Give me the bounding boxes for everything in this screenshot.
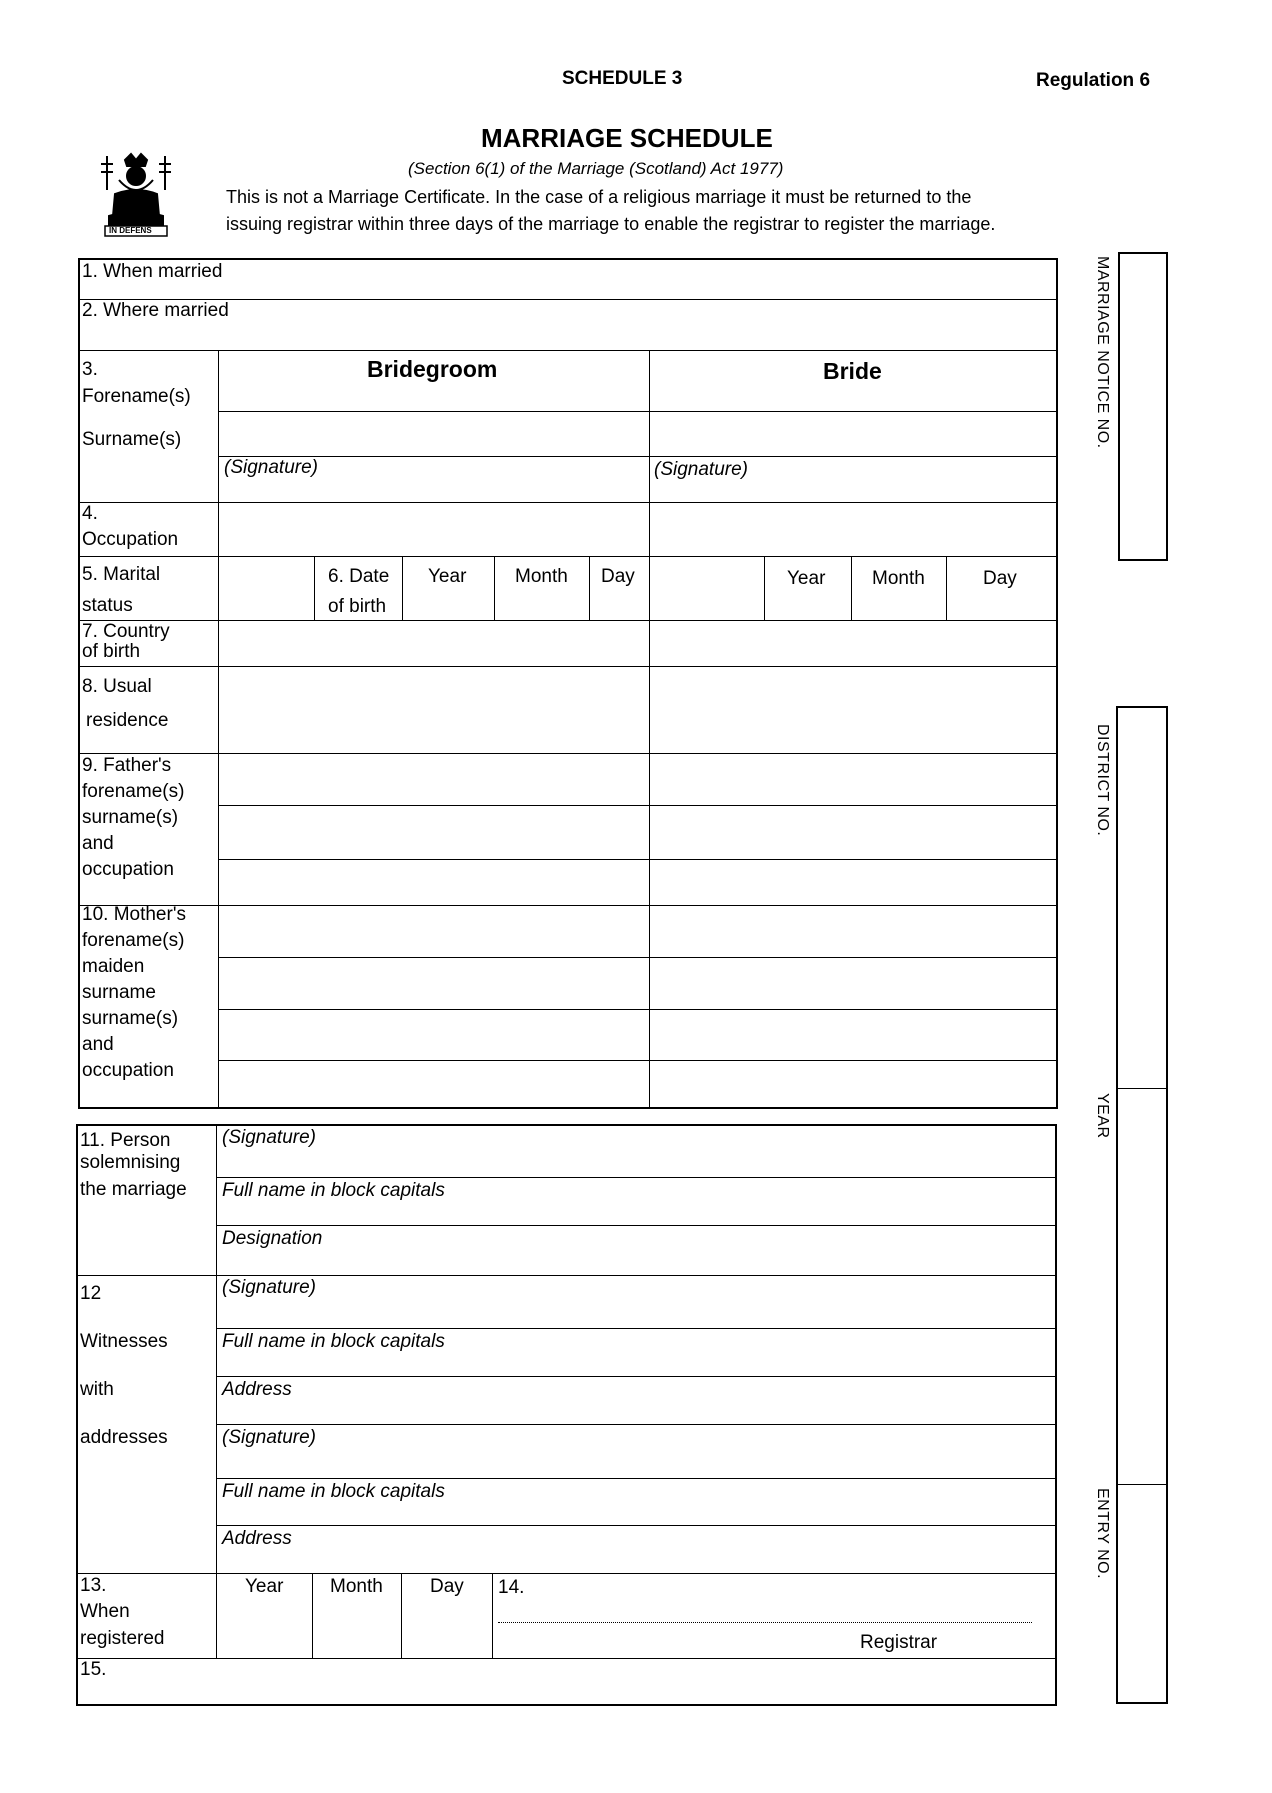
label-person-solemnising-1: 11. Person <box>80 1130 171 1151</box>
registered-year-field[interactable] <box>218 1598 311 1656</box>
q15-field[interactable] <box>78 1682 1055 1704</box>
divider <box>78 620 1058 621</box>
divider <box>1116 1088 1168 1089</box>
divider <box>312 1573 313 1658</box>
divider <box>78 666 1058 667</box>
witness2-fullname-label: Full name in block capitals <box>222 1481 445 1502</box>
label-date-of-birth-1: 6. Date <box>328 566 390 587</box>
witness2-fullname-field[interactable] <box>218 1480 1055 1524</box>
divider <box>78 905 1058 906</box>
bridegroom-mother-field[interactable] <box>220 907 648 1107</box>
divider <box>76 1275 1057 1276</box>
bride-occupation-field[interactable] <box>651 504 1056 555</box>
act-reference: (Section 6(1) of the Marriage (Scotland) Act 1977) <box>408 159 784 178</box>
divider <box>216 1124 217 1658</box>
label-when-registered-3: registered <box>80 1628 165 1649</box>
bridegroom-occupation-field[interactable] <box>220 504 648 555</box>
witness1-address-label: Address <box>222 1379 292 1400</box>
label-country-of-birth-1: 7. Country <box>82 621 170 642</box>
entry-no-field[interactable] <box>1118 1486 1166 1702</box>
label-when-registered-1: 13. <box>80 1575 107 1596</box>
registrar-signature-line[interactable] <box>498 1622 1032 1623</box>
witness1-signature-field[interactable] <box>218 1277 1055 1327</box>
label-district-no: DISTRICT NO. <box>1094 724 1111 837</box>
label-father-3: surname(s) <box>82 807 179 828</box>
divider <box>218 411 1058 412</box>
divider <box>216 1225 1057 1226</box>
divider <box>314 556 315 620</box>
divider <box>946 556 947 620</box>
registered-month-field[interactable] <box>314 1598 400 1656</box>
divider <box>216 1424 1057 1425</box>
divider <box>218 350 219 1109</box>
bridegroom-surname-field[interactable] <box>220 413 648 455</box>
bride-mother-field[interactable] <box>651 907 1056 1107</box>
divider <box>78 753 1058 754</box>
registered-day-label: Day <box>430 1576 464 1597</box>
divider <box>216 1525 1057 1526</box>
label-q15-number: 15. <box>80 1659 107 1680</box>
divider <box>216 1177 1057 1178</box>
label-when-married: 1. When married <box>82 261 223 282</box>
witness1-fullname-label: Full name in block capitals <box>222 1331 445 1352</box>
bridegroom-year-label: Year <box>428 566 467 587</box>
divider <box>764 556 765 620</box>
marriage-notice-no-box[interactable] <box>1118 252 1168 561</box>
bride-residence-field[interactable] <box>651 668 1056 752</box>
divider <box>402 556 403 620</box>
label-q4-number: 4. <box>82 503 98 524</box>
divider <box>76 1573 1057 1574</box>
label-person-solemnising-3: the marriage <box>80 1179 187 1200</box>
bridegroom-country-field[interactable] <box>220 622 648 665</box>
heading-bridegroom: Bridegroom <box>367 356 498 382</box>
label-country-of-birth-2: of birth <box>82 641 141 662</box>
witness1-signature-label: (Signature) <box>222 1277 316 1298</box>
divider <box>78 556 1058 557</box>
label-mother-5: surname(s) <box>82 1008 179 1029</box>
label-entry-no: ENTRY NO. <box>1094 1488 1111 1580</box>
bridegroom-marital-status-field[interactable] <box>220 558 313 619</box>
bride-father-field[interactable] <box>651 755 1056 904</box>
label-surnames: Surname(s) <box>82 429 182 450</box>
witness2-signature-label: (Signature) <box>222 1427 316 1448</box>
year-field[interactable] <box>1118 1090 1166 1482</box>
regulation-number: Regulation 6 <box>1036 70 1151 91</box>
bridegroom-day-label: Day <box>601 566 635 587</box>
celebrant-signature-field[interactable] <box>218 1126 1055 1176</box>
divider <box>76 1658 1057 1659</box>
label-q14-number: 14. <box>498 1577 525 1598</box>
bride-month-label: Month <box>872 568 925 589</box>
label-mother-1: 10. Mother's <box>82 904 186 925</box>
bridegroom-signature-label: (Signature) <box>224 457 318 478</box>
heading-bride: Bride <box>823 358 882 384</box>
divider <box>401 1573 402 1658</box>
registered-day-field[interactable] <box>403 1598 491 1656</box>
label-mother-4: surname <box>82 982 156 1003</box>
label-mother-7: occupation <box>82 1060 174 1081</box>
divider <box>589 556 590 620</box>
bride-marital-status-field[interactable] <box>651 558 763 619</box>
district-no-field[interactable] <box>1118 708 1166 1086</box>
bridegroom-residence-field[interactable] <box>220 668 648 752</box>
divider <box>78 502 1058 503</box>
label-marriage-notice-no: MARRIAGE NOTICE NO. <box>1094 256 1111 449</box>
page-title: MARRIAGE SCHEDULE <box>481 123 773 153</box>
divider <box>851 556 852 620</box>
label-addresses: addresses <box>80 1427 168 1448</box>
label-witnesses: Witnesses <box>80 1331 168 1352</box>
bride-signature-label: (Signature) <box>654 459 748 480</box>
label-mother-6: and <box>82 1034 114 1055</box>
divider <box>1116 1484 1168 1485</box>
celebrant-designation-label: Designation <box>222 1228 323 1249</box>
label-father-4: and <box>82 833 114 854</box>
bridegroom-forename-field[interactable] <box>220 352 648 410</box>
divider <box>649 350 650 1109</box>
celebrant-designation-field[interactable] <box>218 1227 1055 1274</box>
divider <box>218 456 1058 457</box>
label-father-1: 9. Father's <box>82 755 172 776</box>
bride-country-field[interactable] <box>651 622 1056 665</box>
label-with: with <box>80 1379 114 1400</box>
label-forenames: Forename(s) <box>82 386 191 407</box>
label-marital-status-2: status <box>82 595 133 616</box>
bridegroom-father-field[interactable] <box>220 755 648 904</box>
label-q12-number: 12 <box>80 1283 102 1304</box>
notice-line-2: issuing registrar within three days of the marriage to enable the registrar to register the marriage. <box>226 214 996 234</box>
label-q3-number: 3. <box>82 359 98 380</box>
registered-month-label: Month <box>330 1576 383 1597</box>
witness2-address-field[interactable] <box>218 1527 1055 1572</box>
royal-crest-icon <box>95 150 177 238</box>
label-where-married: 2. Where married <box>82 300 229 321</box>
label-mother-2: forename(s) <box>82 930 185 951</box>
witness1-address-field[interactable] <box>218 1378 1055 1423</box>
divider <box>216 1376 1057 1377</box>
witness2-signature-field[interactable] <box>218 1426 1055 1477</box>
label-father-5: occupation <box>82 859 174 880</box>
divider <box>494 556 495 620</box>
divider <box>78 350 1058 351</box>
label-occupation: Occupation <box>82 529 179 550</box>
label-date-of-birth-2: of birth <box>328 596 387 617</box>
label-when-registered-2: When <box>80 1601 130 1622</box>
label-father-2: forename(s) <box>82 781 185 802</box>
bride-year-label: Year <box>787 568 826 589</box>
label-mother-3: maiden <box>82 956 145 977</box>
divider <box>216 1478 1057 1479</box>
label-marital-status-1: 5. Marital <box>82 564 161 585</box>
label-usual-residence-1: 8. Usual <box>82 676 152 697</box>
notice-line-1: This is not a Marriage Certificate. In the case of a religious marriage it must be returned to the <box>226 187 972 207</box>
bridegroom-month-label: Month <box>515 566 568 587</box>
registered-year-label: Year <box>245 1576 284 1597</box>
celebrant-fullname-field[interactable] <box>218 1179 1055 1224</box>
divider <box>492 1573 493 1658</box>
bride-surname-field[interactable] <box>651 413 1056 455</box>
divider <box>216 1328 1057 1329</box>
bride-forename-field[interactable] <box>651 352 1056 410</box>
witness1-fullname-field[interactable] <box>218 1330 1055 1375</box>
label-usual-residence-2: residence <box>86 710 169 731</box>
celebrant-signature-label: (Signature) <box>222 1127 316 1148</box>
witness2-address-label: Address <box>222 1528 292 1549</box>
crest-motto: IN DEFENS <box>109 226 152 235</box>
bride-day-label: Day <box>983 568 1017 589</box>
schedule-number: SCHEDULE 3 <box>562 68 683 89</box>
label-registrar: Registrar <box>860 1632 938 1653</box>
label-person-solemnising-2: solemnising <box>80 1152 181 1173</box>
celebrant-fullname-label: Full name in block capitals <box>222 1180 445 1201</box>
label-year: YEAR <box>1094 1093 1111 1139</box>
